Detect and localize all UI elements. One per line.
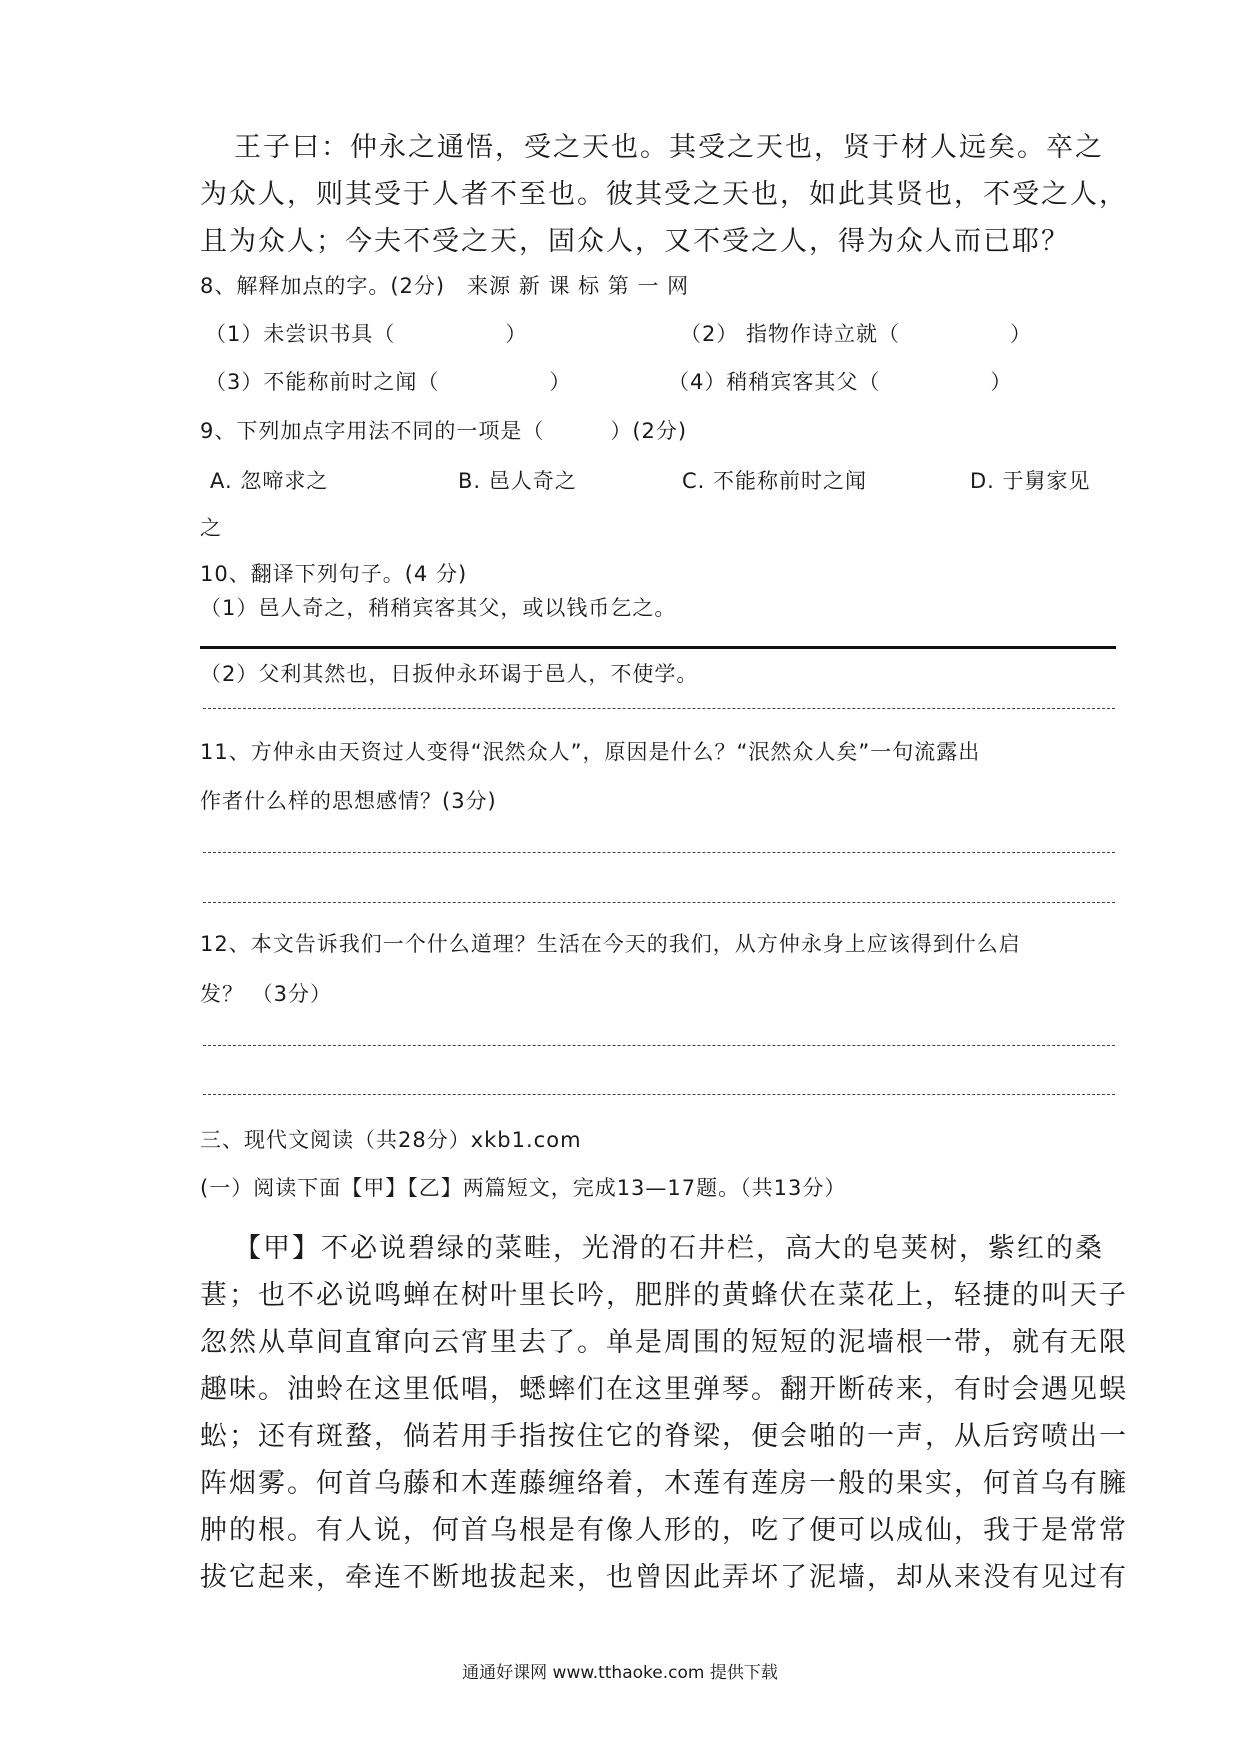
question-11-line-1: 11、方仲永由天资过人变得“泯然众人”，原因是什么？“泯然众人矣”一句流露出 [200, 740, 981, 764]
passage-jia-line-2: 葚；也不必说鸣蝉在树叶里长吟，肥胖的黄蜂伏在菜花上，轻捷的叫天子 [200, 1280, 1128, 1311]
question-8-item-1: （1）未尝识书具（ ） [205, 322, 528, 346]
answer-line [200, 646, 1116, 649]
question-8-item-4: （4）稍稍宾客其父（ ） [668, 370, 1013, 394]
question-12-line-2: 发？ （3分） [200, 982, 333, 1006]
passage-line-2: 为众人，则其受于人者不至也。彼其受之天也，如此其贤也，不受之人， [200, 179, 1128, 210]
question-8-item-2: （2） 指物作诗立就（ ） [680, 322, 1033, 346]
answer-line [203, 852, 1115, 853]
question-8-item-3: （3）不能称前时之闻（ ） [205, 370, 572, 394]
question-9-option-d: D. 于舅家见 [970, 469, 1091, 493]
answer-line [203, 708, 1115, 709]
question-9-option-d-continued: 之 [200, 516, 222, 540]
question-9-option-b: B. 邑人奇之 [458, 469, 577, 493]
question-10-title: 10、翻译下列句子。(4 分) [200, 562, 468, 586]
passage-line-3: 且为众人；今夫不受之天，固众人，又不受之人，得为众人而已耶？ [200, 226, 1070, 257]
answer-line [203, 902, 1115, 903]
passage-jia-line-1: 【甲】不必说碧绿的菜畦，光滑的石井栏，高大的皂荚树，紫红的桑 [234, 1233, 1104, 1264]
question-11-line-2: 作者什么样的思想感情？(3分) [200, 789, 497, 813]
section-3-subtitle: (一）阅读下面【甲】【乙】两篇短文，完成13—17题。（共13分） [200, 1176, 847, 1200]
passage-jia-line-8: 拔它起来，牵连不断地拔起来，也曾因此弄坏了泥墙，却从来没有见过有 [200, 1562, 1128, 1593]
answer-line [203, 1094, 1115, 1095]
page-footer: 通通好课网 www.tthaoke.com 提供下载 [462, 1663, 778, 1683]
question-10-item-2: （2）父利其然也，日扳仲永环谒于邑人，不使学。 [200, 662, 699, 686]
passage-jia-line-6: 阵烟雾。何首乌藤和木莲藤缠络着，木莲有莲房一般的果实，何首乌有臃 [200, 1468, 1128, 1499]
question-9-option-a: A. 忽啼求之 [210, 469, 329, 493]
passage-jia-line-3: 忽然从草间直窜向云宵里去了。单是周围的短短的泥墙根一带，就有无限 [200, 1327, 1128, 1358]
passage-jia-line-7: 肿的根。有人说，何首乌根是有像人形的，吃了便可以成仙，我于是常常 [200, 1515, 1128, 1546]
passage-jia-line-4: 趣味。油蛉在这里低唱，蟋蟀们在这里弹琴。翻开断砖来，有时会遇见蜈 [200, 1374, 1128, 1405]
section-3-title: 三、现代文阅读（共28分）xkb1.com [200, 1128, 582, 1152]
passage-line-1: 王子曰：仲永之通悟，受之天也。其受之天也，贤于材人远矣。卒之 [234, 132, 1104, 163]
question-9-title: 9、下列加点字用法不同的一项是（ ）(2分) [200, 419, 688, 443]
question-9-option-c: C. 不能称前时之闻 [682, 469, 868, 493]
question-12-line-1: 12、本文告诉我们一个什么道理？生活在今天的我们，从方仲永身上应该得到什么启 [200, 932, 1021, 956]
question-10-item-1: （1）邑人奇之，稍稍宾客其父，或以钱币乞之。 [200, 596, 677, 620]
passage-jia-line-5: 蚣；还有斑蝥，倘若用手指按住它的脊梁，便会啪的一声，从后窍喷出一 [200, 1421, 1128, 1452]
answer-line [203, 1045, 1115, 1046]
question-8-title: 8、解释加点的字。(2分) 来源 新 课 标 第 一 网 [200, 274, 690, 298]
